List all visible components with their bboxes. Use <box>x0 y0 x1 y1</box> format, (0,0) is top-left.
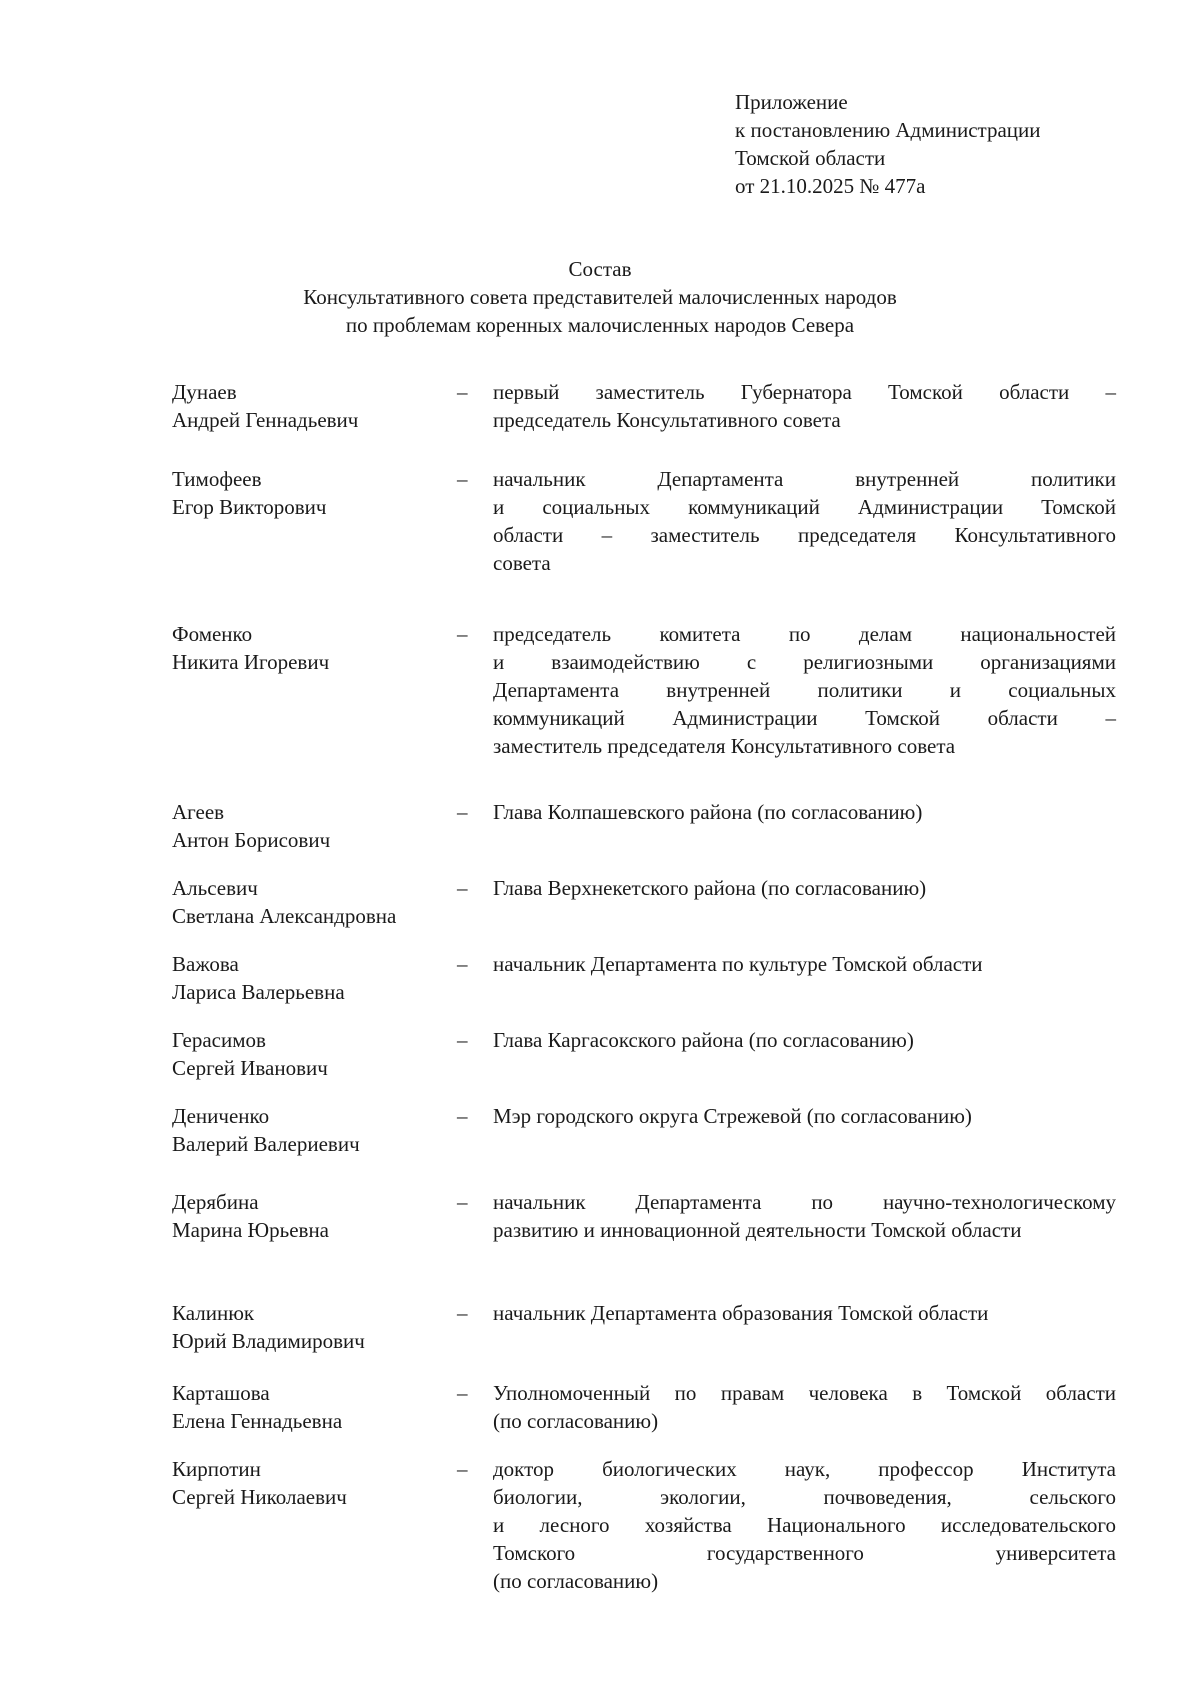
member-name <box>172 1379 457 1435</box>
member-role <box>493 1102 1116 1130</box>
member-role <box>493 950 1116 978</box>
role-line: председатель Консультативного совета <box>493 408 841 432</box>
role-line: Департамента внутренней политики и социальных <box>493 678 1116 702</box>
dash-separator: – <box>457 1301 468 1325</box>
member-row <box>172 1026 1116 1082</box>
dash-separator: – <box>457 1104 468 1128</box>
dash-separator: – <box>457 800 468 824</box>
role-line: Глава Каргасокского района (по согласованию) <box>493 1028 914 1052</box>
member-row <box>172 1379 1116 1435</box>
role-line: Глава Верхнекетского района (по согласованию) <box>493 876 927 900</box>
member-name <box>172 1102 457 1158</box>
title-line: Консультативного совета представителей малочисленных народов <box>303 285 897 309</box>
dash-separator: – <box>457 1190 468 1214</box>
member-role <box>493 378 1116 434</box>
member-given-name: Антон Борисович <box>172 828 331 852</box>
title-line: по проблемам коренных малочисленных народов Севера <box>345 313 855 337</box>
member-name <box>172 798 457 854</box>
dash-separator: – <box>457 1381 468 1405</box>
role-line: доктор биологических наук, профессор Института <box>493 1457 1116 1481</box>
member-name <box>172 465 457 521</box>
role-line: начальник Департамента по научно-технологическому <box>493 1190 1116 1214</box>
role-line: Томского государственного университета <box>493 1541 1116 1565</box>
member-row <box>172 465 1116 577</box>
member-surname: Калинюк <box>172 1301 255 1325</box>
member-role <box>493 620 1116 760</box>
member-given-name: Валерий Валериевич <box>172 1132 360 1156</box>
member-surname: Дениченко <box>172 1104 270 1128</box>
member-surname: Тимофеев <box>172 467 262 491</box>
member-surname: Агеев <box>172 800 225 824</box>
member-role <box>493 798 1116 826</box>
member-name <box>172 1188 457 1244</box>
appendix-header <box>735 88 1135 200</box>
appendix-line: Томской области <box>735 146 886 170</box>
member-surname: Дерябина <box>172 1190 259 1214</box>
member-row <box>172 950 1116 1006</box>
role-line: и лесного хозяйства Национального исследовательского <box>493 1513 1116 1537</box>
member-row <box>172 378 1116 434</box>
member-given-name: Лариса Валерьевна <box>172 980 345 1004</box>
member-name <box>172 874 457 930</box>
member-row <box>172 620 1116 760</box>
member-given-name: Сергей Николаевич <box>172 1485 347 1509</box>
member-role <box>493 1026 1116 1054</box>
member-row <box>172 1299 1116 1355</box>
role-line: биологии, экологии, почвоведения, сельского <box>493 1485 1116 1509</box>
member-surname: Важова <box>172 952 239 976</box>
member-name <box>172 1299 457 1355</box>
role-line: области – заместитель председателя Консультативного <box>493 523 1116 547</box>
member-role <box>493 1188 1116 1244</box>
role-line: начальник Департамента по культуре Томской области <box>493 952 983 976</box>
role-line: развитию и инновационной деятельности Томской области <box>493 1218 1022 1242</box>
member-given-name: Никита Игоревич <box>172 650 330 674</box>
member-surname: Карташова <box>172 1381 270 1405</box>
member-surname: Дунаев <box>172 380 237 404</box>
member-given-name: Марина Юрьевна <box>172 1218 329 1242</box>
members-list <box>172 378 1116 1595</box>
dash-separator: – <box>457 952 468 976</box>
appendix-line: Приложение <box>735 90 848 114</box>
role-line: первый заместитель Губернатора Томской области – <box>493 380 1116 404</box>
member-surname: Кирпотин <box>172 1457 261 1481</box>
role-line: Уполномоченный по правам человека в Томской области <box>493 1381 1116 1405</box>
member-name <box>172 378 457 434</box>
dash-separator: – <box>457 1457 468 1481</box>
appendix-line: от 21.10.2025 № 477а <box>735 174 926 198</box>
dash-separator: – <box>457 622 468 646</box>
member-name <box>172 950 457 1006</box>
member-surname: Герасимов <box>172 1028 266 1052</box>
member-given-name: Юрий Владимирович <box>172 1329 365 1353</box>
member-row <box>172 798 1116 854</box>
role-line: начальник Департамента образования Томской области <box>493 1301 989 1325</box>
member-name <box>172 1455 457 1511</box>
member-role <box>493 465 1116 577</box>
member-given-name: Сергей Иванович <box>172 1056 328 1080</box>
member-name <box>172 1026 457 1082</box>
dash-separator: – <box>457 1028 468 1052</box>
member-given-name: Елена Геннадьевна <box>172 1409 343 1433</box>
member-role <box>493 874 1116 902</box>
role-line: начальник Департамента внутренней политики <box>493 467 1116 491</box>
member-surname: Альсевич <box>172 876 258 900</box>
appendix-line: к постановлению Администрации <box>735 118 1041 142</box>
dash-separator: – <box>457 467 468 491</box>
role-line: (по согласованию) <box>493 1409 659 1433</box>
role-line: коммуникаций Администрации Томской области – <box>493 706 1116 730</box>
member-role <box>493 1299 1116 1327</box>
member-row <box>172 1455 1116 1595</box>
role-line: Мэр городского округа Стрежевой (по согласованию) <box>493 1104 972 1128</box>
member-role <box>493 1379 1116 1435</box>
member-name <box>172 620 457 676</box>
title-line: Состав <box>568 257 632 281</box>
dash-separator: – <box>457 876 468 900</box>
document-title <box>0 255 1200 339</box>
dash-separator: – <box>457 380 468 404</box>
member-given-name: Егор Викторович <box>172 495 327 519</box>
role-line: и социальных коммуникаций Администрации Томской <box>493 495 1116 519</box>
role-line: Глава Колпашевского района (по согласованию) <box>493 800 923 824</box>
member-row <box>172 1102 1116 1158</box>
role-line: совета <box>493 551 551 575</box>
role-line: председатель комитета по делам национальностей <box>493 622 1116 646</box>
role-line: заместитель председателя Консультативного совета <box>493 734 956 758</box>
role-line: (по согласованию) <box>493 1569 659 1593</box>
member-given-name: Андрей Геннадьевич <box>172 408 359 432</box>
role-line: и взаимодействию с религиозными организациями <box>493 650 1116 674</box>
member-given-name: Светлана Александровна <box>172 904 397 928</box>
member-role <box>493 1455 1116 1595</box>
member-row <box>172 1188 1116 1244</box>
member-surname: Фоменко <box>172 622 253 646</box>
member-row <box>172 874 1116 930</box>
